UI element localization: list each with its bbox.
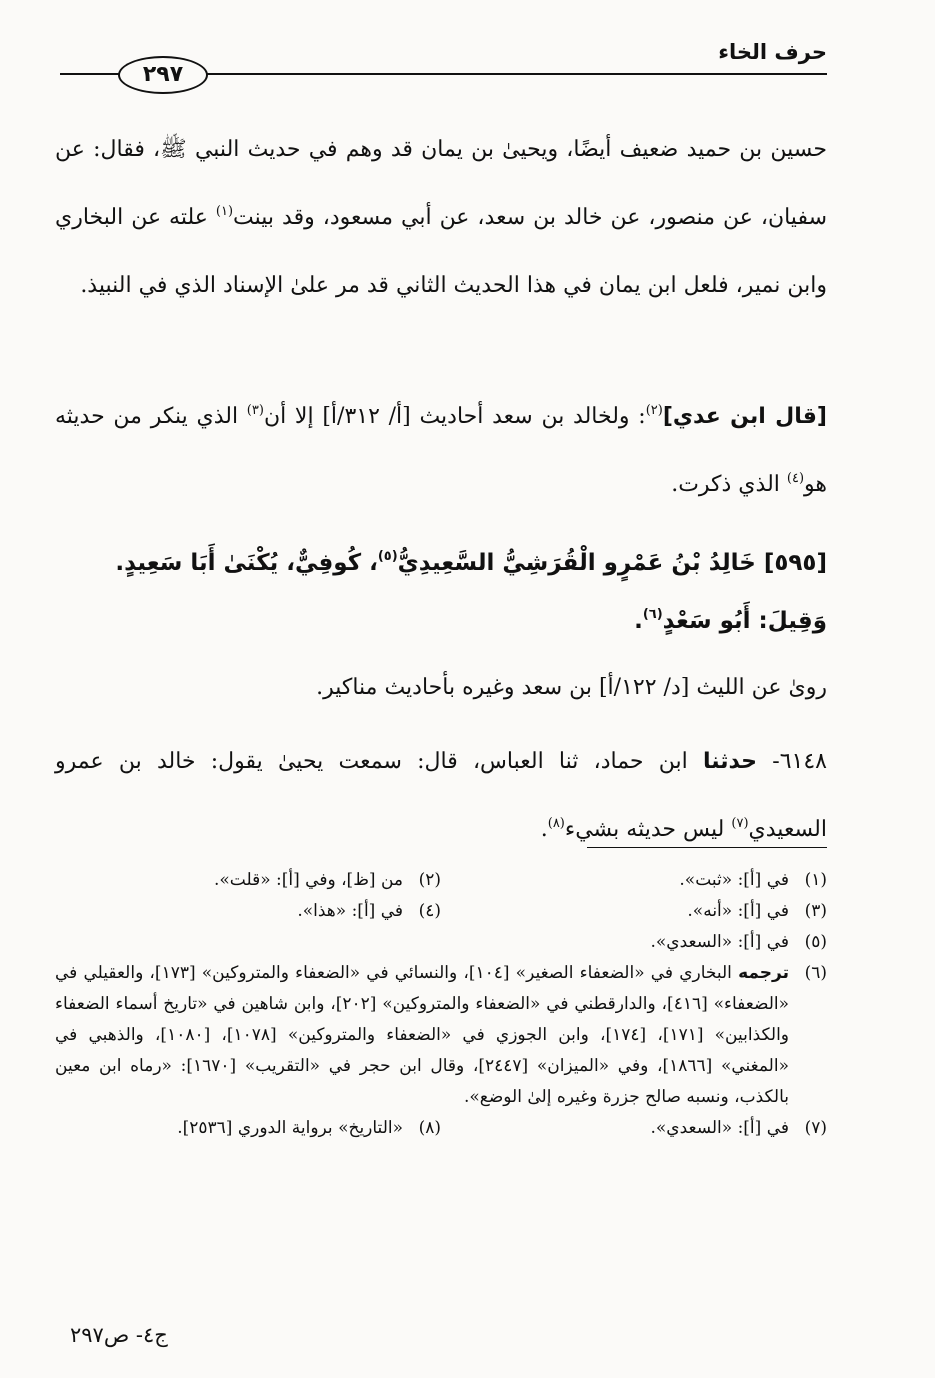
footnote-ref-5: (٥) — [377, 549, 398, 564]
paragraph-2-text-c: الذي ذكرت. — [671, 472, 787, 497]
footnote-text: في [أ]: «أنه». — [687, 901, 789, 921]
paragraph-2-text-a: : ولخالد بن سعد أحاديث [أ/ ٣١٢/أ] إلا أن — [263, 404, 646, 429]
paragraph-4-text-c: . — [540, 817, 548, 842]
paragraph-2-text-b: الذي ينكر من حديثه هو — [55, 404, 827, 497]
footnote-text: في [أ]: «ثبت». — [679, 870, 789, 890]
footnote-ref-1: (١) — [215, 204, 234, 219]
paragraph-2 — [55, 383, 827, 519]
footnote-text: «التاريخ» برواية الدوري [٢٥٣٦]. — [177, 1118, 403, 1138]
footnote-text: من [ظ]، وفي [أ]: «قلت». — [213, 870, 403, 890]
footnote-4 — [55, 896, 441, 927]
footnote-ref-7: (٧) — [731, 816, 749, 831]
footnote-6-lead: ترجمه — [738, 963, 789, 983]
footnote-separator — [587, 847, 827, 848]
paragraph-3: روىٰ عن الليث [د/ ١٢٢/أ] بن سعد وغيره بأحاديث مناكير. — [316, 675, 827, 700]
footnote-text: في [أ]: «هذا». — [297, 901, 403, 921]
footnote-row — [55, 896, 827, 927]
paragraph-4-text-a: ابن حماد، ثنا العباس، قال: سمعت يحيىٰ يقول: خالد بن عمرو السعيدي — [55, 749, 827, 842]
entry-text-a: [٥٩٥] خَالِدُ بْنُ عَمْرٍو الْقُرَشِيُّ السَّعِيدِيُّ — [397, 550, 827, 576]
paragraph-1 — [55, 116, 827, 320]
footnote-number: (٥) — [804, 932, 827, 952]
paragraph-1-text-b: علته عن البخاري وابن نمير، فلعل ابن يمان في هذا الحديث الثاني قد مر علىٰ الإسناد الذي في النبيذ. — [55, 205, 827, 298]
paragraph-2-lead: [قال ابن عدي] — [662, 404, 827, 429]
footnote-number: (١) — [804, 870, 827, 890]
footnote-text: في [أ]: «السعدي». — [650, 1118, 789, 1138]
footnote-ref-8: (٨) — [547, 816, 565, 831]
footnote-ref-6: (٦) — [642, 607, 663, 622]
volume-page-folio: ج٤- ص٢٩٧ — [70, 1323, 168, 1347]
footnote-6-body — [55, 958, 789, 1113]
footnote-ref-2: (٢) — [645, 403, 663, 418]
footnote-number: (٣) — [804, 901, 827, 921]
entry-text-c: . — [634, 608, 643, 634]
footnotes — [55, 865, 827, 1144]
entry-text-b: ، كُوفِيٌّ، يُكْنَىٰ أَبَا سَعِيدٍ. وَقِيلَ: أَبُو سَعْدٍ — [115, 550, 827, 634]
biography-entry-heading — [55, 534, 827, 650]
footnote-text: في [أ]: «السعدي». — [650, 932, 789, 952]
footnote-number: (٦) — [804, 963, 827, 983]
footnote-number: (٢) — [418, 870, 441, 890]
haddathana-word: حدثنا — [702, 749, 758, 774]
footnote-5 — [55, 927, 827, 958]
footnote-row — [55, 1113, 827, 1144]
paragraph-1-text-a: حسين بن حميد ضعيف أيضًا، ويحيىٰ بن يمان قد وهم في حديث النبي ﷺ، فقال: عن سفيان، عن منصور، عن خالد بن سعد، عن أبي مسعود، وقد بينت — [55, 137, 828, 230]
footnote-number: (٨) — [418, 1118, 441, 1138]
footnote-3 — [441, 896, 827, 927]
footnote-number: (٧) — [804, 1118, 827, 1138]
footnote-8 — [55, 1113, 441, 1144]
running-header-title: حرف الخاء — [718, 40, 827, 64]
paragraph-4-text-b: ليس حديثه بشيء — [564, 817, 732, 842]
footnote-ref-3: (٣) — [246, 403, 264, 418]
footnote-ref-4: (٤) — [786, 471, 805, 486]
narration-number: ٦١٤٨- — [757, 749, 827, 774]
page-number-badge: ٢٩٧ — [118, 56, 208, 94]
footnote-row — [55, 865, 827, 896]
footnote-text: البخاري في «الضعفاء الصغير» [١٠٤]، والنسائي في «الضعفاء والمتروكين» [١٧٣]، والعقيلي في «الضعفاء» [٤١٦]، والدارقطني في «الضعفاء والمتروكين» [٢٠٢]، وابن شاهين في «تاريخ أسماء الضعفاء والكذابين» [١٧١]، [١٧٤]، وابن الجوزي في «الضعفاء والمتروكين» [١٠٧٨]، [١٠٨٠]، والذهبي في «المغني» [١٨٦٦]، وفي «الميزان» [٢٤٤٧]، وقال ابن حجر في «التقريب» [١٦٧٠]: «رماه ابن معين بالكذب، ونسبه صالح جزرة وغيره إلىٰ الوضع». — [55, 963, 790, 1107]
paragraph-4 — [55, 728, 827, 864]
footnote-6 — [55, 958, 827, 1113]
footnote-7 — [441, 1113, 827, 1144]
footnote-2 — [55, 865, 441, 896]
footnote-number: (٤) — [418, 901, 441, 921]
footnote-1 — [441, 865, 827, 896]
